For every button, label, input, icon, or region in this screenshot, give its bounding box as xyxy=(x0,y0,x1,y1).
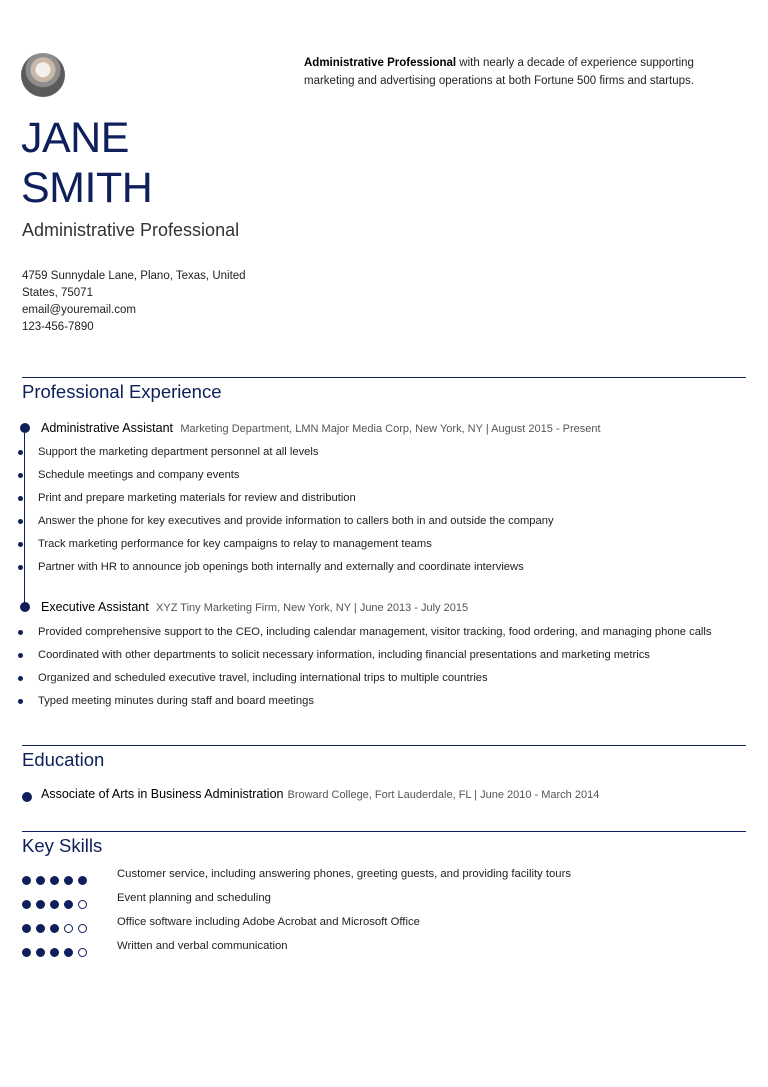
rating-dot-filled xyxy=(36,900,45,909)
phone: 123-456-7890 xyxy=(22,321,94,333)
bullet-item xyxy=(38,490,738,506)
rating-dot-filled xyxy=(64,876,73,885)
section-title-education: Education xyxy=(22,749,105,770)
rating-dot-filled xyxy=(22,948,31,957)
bullet-dot xyxy=(18,699,23,704)
bullet-dot xyxy=(18,473,23,478)
bullet-text: Schedule meetings and company events xyxy=(38,469,240,481)
skill-name: Event planning and scheduling xyxy=(117,892,271,904)
job-role: Executive Assistant xyxy=(41,600,149,614)
skill-rating xyxy=(22,896,92,914)
rating-dot-empty xyxy=(64,924,73,933)
bullet-item xyxy=(38,647,738,663)
education-meta: Broward College, Fort Lauderdale, FL | June 2010 - March 2014 xyxy=(287,789,600,801)
rating-dot-filled xyxy=(36,876,45,885)
rating-dot-filled xyxy=(50,876,59,885)
skill-rating xyxy=(22,944,92,962)
address-line-2: States, 75071 xyxy=(22,287,93,299)
bullet-item xyxy=(38,513,738,529)
rating-dot-empty xyxy=(78,924,87,933)
profile-photo xyxy=(21,53,65,97)
section-divider xyxy=(22,745,746,746)
bullet-item xyxy=(38,536,738,552)
section-title-experience: Professional Experience xyxy=(22,381,222,402)
rating-dot-filled xyxy=(36,948,45,957)
rating-dot-filled xyxy=(50,924,59,933)
job-meta: Marketing Department, LMN Major Media Corp, New York, NY | August 2015 - Present xyxy=(180,423,601,435)
bullet-item xyxy=(38,693,738,709)
rating-dot-filled xyxy=(50,948,59,957)
bullet-text: Coordinated with other departments to solicit necessary information, including financial presentations and marketing metrics xyxy=(38,649,650,661)
bullet-text: Track marketing performance for key campaigns to relay to management teams xyxy=(38,538,432,550)
rating-dot-empty xyxy=(78,948,87,957)
rating-dot-filled xyxy=(64,948,73,957)
timeline-dot xyxy=(20,423,30,433)
skill-name: Written and verbal communication xyxy=(117,940,288,952)
bullet-text: Print and prepare marketing materials for review and distribution xyxy=(38,492,356,504)
bullet-text: Partner with HR to announce job openings both internally and externally and coordinate interviews xyxy=(38,561,524,573)
rating-dot-empty xyxy=(78,900,87,909)
email: email@youremail.com xyxy=(22,304,136,316)
bullet-item xyxy=(38,444,738,460)
skill-row xyxy=(22,940,746,958)
contact-info xyxy=(22,268,262,336)
skill-row xyxy=(22,916,746,934)
rating-dot-filled xyxy=(22,924,31,933)
job-role: Administrative Assistant xyxy=(41,421,173,435)
bullet-text: Typed meeting minutes during staff and board meetings xyxy=(38,695,314,707)
job-2-bullets xyxy=(38,624,738,709)
bullet-item xyxy=(38,624,738,640)
section-divider xyxy=(22,831,746,832)
rating-dot-filled xyxy=(22,900,31,909)
bullet-item xyxy=(38,670,738,686)
job-meta: XYZ Tiny Marketing Firm, New York, NY | June 2013 - July 2015 xyxy=(156,602,469,614)
degree xyxy=(41,787,599,801)
summary-text: with nearly a decade of experience supporting marketing and advertising operations at both Fortune 500 firms and startups. xyxy=(304,57,694,87)
skill-row xyxy=(22,868,746,886)
bullet-dot xyxy=(18,450,23,455)
skill-name: Office software including Adobe Acrobat and Microsoft Office xyxy=(117,916,420,928)
job-1-bullets xyxy=(38,444,738,575)
bullet-item xyxy=(38,559,738,575)
skill-rating xyxy=(22,920,92,938)
bullet-dot xyxy=(18,496,23,501)
job-entry-1 xyxy=(22,419,746,437)
timeline-dot xyxy=(22,792,32,802)
bullet-text: Provided comprehensive support to the CEO, including calendar management, visitor tracking, food ordering, and managing phone calls xyxy=(38,626,712,638)
bullet-dot xyxy=(18,653,23,658)
experience-section xyxy=(22,377,746,403)
bullet-dot xyxy=(18,676,23,681)
bullet-text: Support the marketing department personnel at all levels xyxy=(38,446,319,458)
timeline-line xyxy=(24,433,25,603)
rating-dot-filled xyxy=(50,900,59,909)
first-name: JANE xyxy=(21,114,129,162)
job-header xyxy=(22,419,746,437)
job-header xyxy=(22,598,746,616)
skill-row xyxy=(22,892,746,910)
bullet-dot xyxy=(18,630,23,635)
rating-dot-filled xyxy=(78,876,87,885)
bullet-text: Organized and scheduled executive travel, including international trips to multiple countries xyxy=(38,672,488,684)
summary xyxy=(304,54,744,90)
bullet-text: Answer the phone for key executives and provide information to callers both in and outside the company xyxy=(38,515,554,527)
section-title-skills: Key Skills xyxy=(22,835,103,856)
skill-name: Customer service, including answering phones, greeting guests, and providing facility tours xyxy=(117,868,571,880)
rating-dot-filled xyxy=(36,924,45,933)
bullet-dot xyxy=(18,542,23,547)
skill-rating xyxy=(22,872,92,890)
bullet-dot xyxy=(18,565,23,570)
last-name: SMITH xyxy=(21,164,153,212)
timeline-dot xyxy=(20,602,30,612)
address-line-1: 4759 Sunnydale Lane, Plano, Texas, United xyxy=(22,270,246,282)
rating-dot-filled xyxy=(64,900,73,909)
rating-dot-filled xyxy=(22,876,31,885)
education-section xyxy=(22,745,746,771)
degree-title: Associate of Arts in Business Administration xyxy=(41,787,284,801)
skills-section xyxy=(22,831,746,857)
bullet-dot xyxy=(18,519,23,524)
section-divider xyxy=(22,377,746,378)
job-entry-2 xyxy=(22,598,746,616)
bullet-item xyxy=(38,467,738,483)
job-title: Administrative Professional xyxy=(22,220,240,240)
full-name xyxy=(21,113,152,213)
summary-lead: Administrative Professional xyxy=(304,57,457,69)
